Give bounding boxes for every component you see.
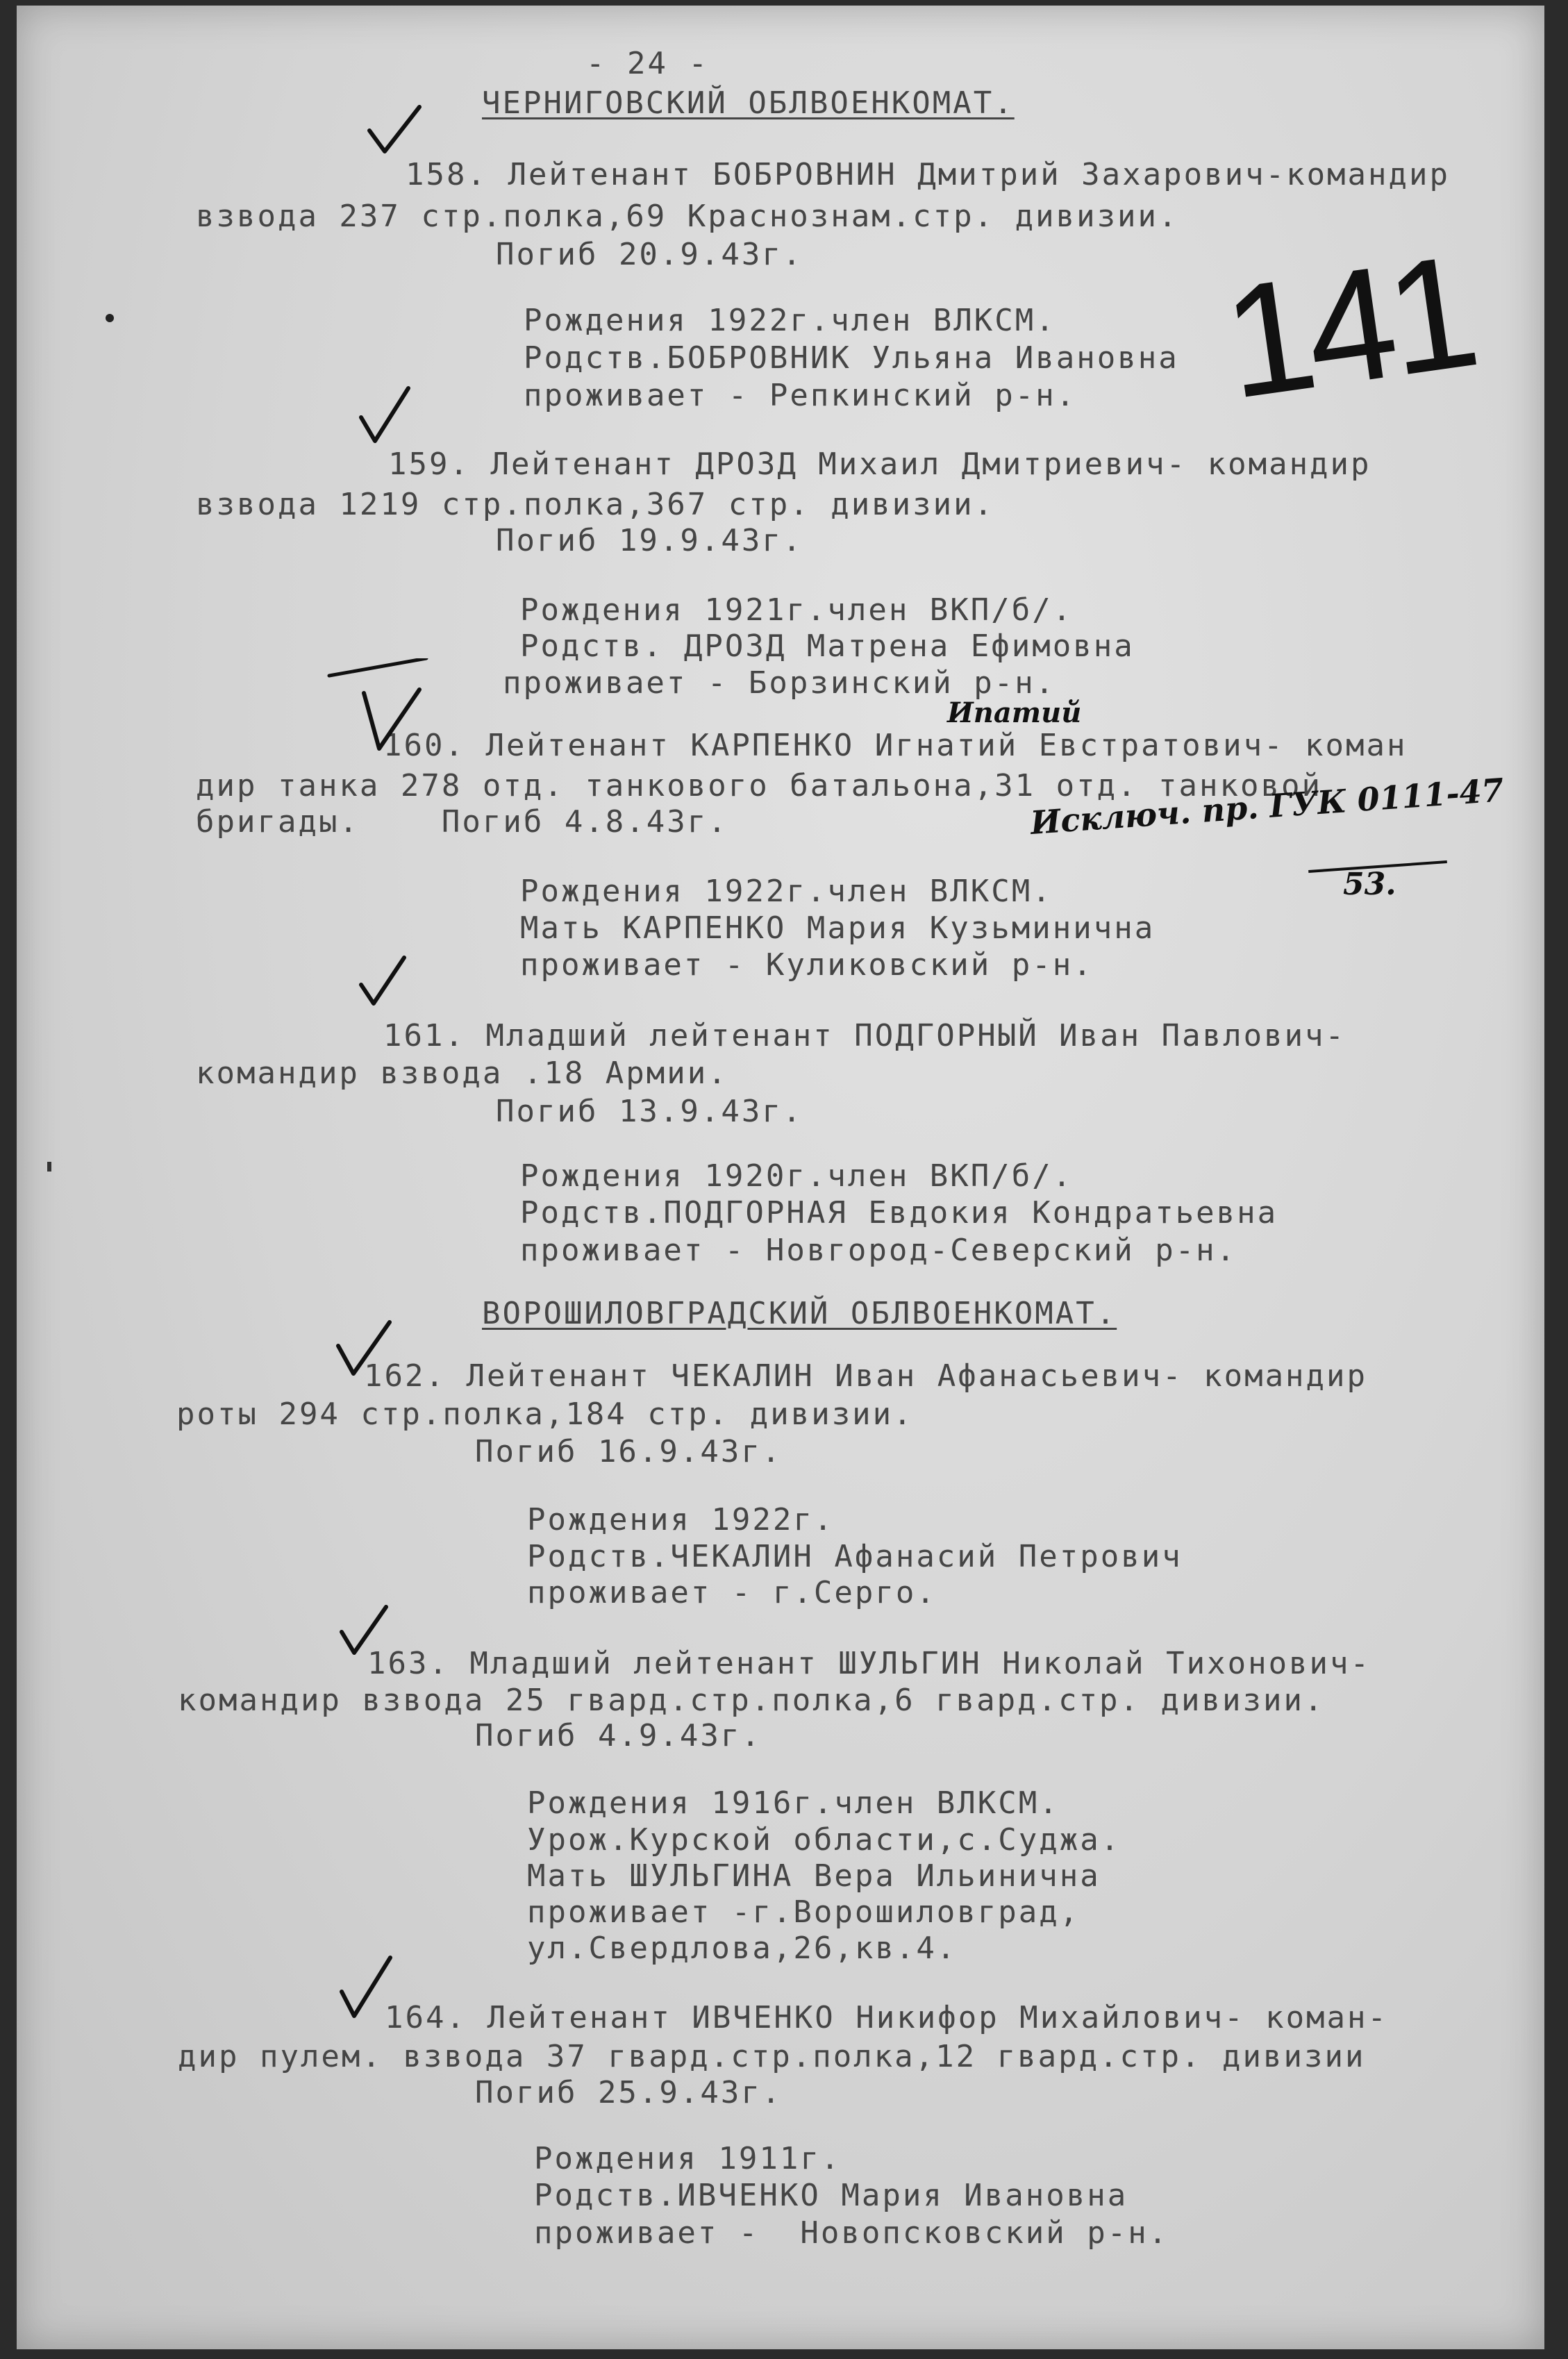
entry-detail: Рождения 1921г.член ВКП/б/. [520, 592, 1074, 628]
entry-line: 163. Младший лейтенант ШУЛЬГИН Николай Тихонович- [367, 1646, 1371, 1681]
ink-speck [47, 1162, 51, 1172]
check-mark-icon [322, 658, 447, 762]
handwritten-archive-number: 141 [1213, 221, 1482, 433]
entry-line: 162. Лейтенант ЧЕКАЛИН Иван Афанасьевич- командир [364, 1358, 1368, 1394]
death-date: Погиб 19.9.43г. [496, 523, 803, 558]
death-date: Погиб 20.9.43г. [496, 237, 803, 272]
document-page [17, 6, 1544, 2349]
entry-detail: Урож.Курской области,с.Суджа. [527, 1822, 1121, 1858]
entry-detail: Родств.ПОДГОРНАЯ Евдокия Кондратьевна [520, 1195, 1278, 1231]
entry-detail: ул.Свердлова,26,кв.4. [527, 1931, 958, 1966]
handwritten-note-denominator: 53. [1343, 867, 1396, 902]
section-header: ЧЕРНИГОВСКИЙ ОБЛВОЕНКОМАТ. [482, 85, 1015, 121]
death-date: Погиб 16.9.43г. [475, 1434, 783, 1469]
entry-line: дир танка 278 отд. танкового батальона,31 отд. танковой [196, 768, 1322, 803]
entry-detail: проживает - Новгород-Северский р-н. [520, 1233, 1237, 1268]
entry-detail: Родств.ИВЧЕНКО Мария Ивановна [534, 2178, 1128, 2213]
entry-detail: проживает - Новопсковский р-н. [534, 2215, 1169, 2251]
page-number: - 24 - [586, 46, 709, 81]
entry-detail: Родств.ЧЕКАЛИН Афанасий Петрович [527, 1539, 1183, 1574]
entry-line: 159. Лейтенант ДРОЗД Михаил Дмитриевич- командир [388, 447, 1371, 482]
entry-detail: Рождения 1920г.член ВКП/б/. [520, 1158, 1074, 1194]
entry-detail: Рождения 1922г.член ВЛКСМ. [520, 874, 1053, 909]
check-mark-icon [336, 1603, 392, 1658]
entry-line: 161. Младший лейтенант ПОДГОРНЫЙ Иван Павлович- [383, 1018, 1346, 1053]
entry-line: 164. Лейтенант ИВЧЕНКО Никифор Михайлович- коман- [385, 2000, 1389, 2035]
entry-line: 158. Лейтенант БОБРОВНИН Дмитрий Захарович-командир [406, 157, 1451, 192]
entry-line: взвода 1219 стр.полка,367 стр. дивизии. [196, 487, 995, 522]
entry-detail: проживает - Борзинский р-н. [503, 665, 1056, 701]
entry-line: взвода 237 стр.полка,69 Краснознам.стр. дивизии. [196, 199, 1179, 234]
entry-detail: Родств. ДРОЗД Матрена Ефимовна [520, 628, 1135, 664]
entry-detail: проживает - Куликовский р-н. [520, 947, 1094, 983]
check-mark-icon [333, 1318, 395, 1381]
death-date: Погиб 4.9.43г. [475, 1718, 762, 1753]
entry-detail: Мать КАРПЕНКО Мария Кузьминична [520, 910, 1156, 946]
entry-line: бригады. Погиб 4.8.43г. [196, 804, 728, 840]
entry-detail: Рождения 1922г.член ВЛКСМ. [524, 303, 1056, 338]
entry-line: 160. Лейтенант КАРПЕНКО Игнатий Евстратович- коман [383, 728, 1408, 763]
entry-line: роты 294 стр.полка,184 стр. дивизии. [176, 1397, 914, 1432]
check-mark-icon [356, 953, 411, 1009]
entry-detail: проживает - Репкинский р-н. [524, 378, 1077, 413]
ink-speck [106, 314, 114, 322]
handwritten-correction: Ипатий [947, 697, 1082, 729]
entry-detail: Мать ШУЛЬГИНА Вера Ильинична [527, 1858, 1101, 1894]
entry-detail: проживает - г.Серго. [527, 1575, 937, 1610]
check-mark-icon [336, 1953, 399, 2023]
check-mark-icon [364, 103, 426, 158]
death-date: Погиб 13.9.43г. [496, 1094, 803, 1129]
entry-line: командир взвода .18 Армии. [196, 1056, 728, 1091]
entry-detail: Рождения 1916г.член ВЛКСМ. [527, 1785, 1060, 1821]
death-date: Погиб 25.9.43г. [475, 2075, 783, 2110]
check-mark-icon [356, 384, 418, 447]
entry-detail: Рождения 1911г. [534, 2141, 842, 2176]
handwritten-note: Исключ. пр. ГУК 0111-47 [1029, 771, 1506, 842]
entry-detail: Рождения 1922г. [527, 1502, 835, 1537]
entry-line: дир пулем. взвода 37 гвард.стр.полка,12 гвард.стр. дивизии [178, 2039, 1366, 2074]
entry-detail: Родств.БОБРОВНИК Ульяна Ивановна [524, 340, 1179, 376]
section-header: ВОРОШИЛОВГРАДСКИЙ ОБЛВОЕНКОМАТ. [482, 1296, 1117, 1331]
entry-line: командир взвода 25 гвард.стр.полка,6 гвард.стр. дивизии. [178, 1683, 1325, 1718]
entry-detail: проживает -г.Ворошиловград, [527, 1894, 1081, 1930]
